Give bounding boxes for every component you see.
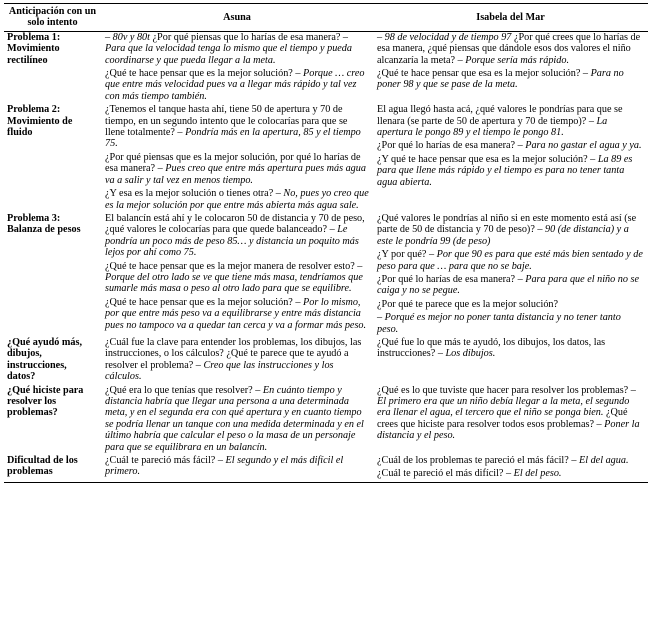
- question-text: ¿Cuál te pareció el más difícil? –: [377, 468, 514, 480]
- question-text: El balancín está ahí y le colocaron 50 de distancia y 70 de peso, ¿qué valores le colocarías para que quede balanceado? –: [105, 212, 365, 236]
- question-text: ¿Qué te hace pensar que es la mejor solución? –: [105, 296, 304, 308]
- question-text: ¿Qué fue lo que más te ayudó, los dibujos, los datos, las instrucciones? –: [377, 336, 606, 360]
- answer-text: 80v y 80t: [112, 31, 150, 43]
- answer-text: Poner la distancia y el peso.: [377, 418, 640, 442]
- isabela-paragraph: [377, 68, 644, 91]
- interview-table: [4, 3, 648, 483]
- isabela-cell: [373, 104, 648, 213]
- header-anticipation: Anticipación con un solo intento: [4, 4, 101, 32]
- answer-text: El del agua.: [578, 455, 629, 467]
- asuna-cell: [101, 385, 373, 455]
- row-label: Problema 3: Balanza de pesos: [7, 212, 81, 236]
- answer-text: 98 de velocidad y de tiempo 97: [384, 31, 512, 43]
- isabela-paragraph: [377, 312, 644, 335]
- asuna-cell: [101, 337, 373, 385]
- row-label: Dificultad de los problemas: [4, 455, 101, 482]
- isabela-paragraph: [377, 104, 644, 138]
- isabela-cell: [373, 455, 648, 482]
- answer-text: El segundo y el más difícil el primero.: [105, 455, 344, 478]
- asuna-paragraph: [105, 337, 369, 383]
- isabela-paragraph: [377, 274, 644, 297]
- row-label: Problema 2: Movimiento de fluido: [7, 104, 73, 139]
- isabela-paragraph: [377, 337, 644, 360]
- table-body: [4, 31, 648, 482]
- question-text: ¿Por qué lo harías de esa manera? –: [377, 273, 526, 285]
- question-text: –: [377, 31, 385, 43]
- question-text: ¿Por qué piensas que es la mejor solución, por qué lo harías de esa manera? –: [105, 151, 361, 175]
- question-text: ¿Y esa es la mejor solución o tienes otra? –: [105, 188, 284, 200]
- answer-text: La apertura le pongo 89 y el tiempo le pongo 81.: [377, 115, 608, 139]
- question-text: El agua llegó hasta acá, ¿qué valores le pondrías para que se llenara (se parte de 50 de apertura y 70 de tiempo)? –: [377, 104, 623, 127]
- table-row: [4, 31, 648, 104]
- answer-text: Creo que las instrucciones y los cálculos.: [105, 359, 334, 383]
- row-label: Problema 1: Movimiento rectilíneo: [7, 31, 61, 66]
- answer-text: Pondría más en la apertura, 85 y el tiempo 75.: [105, 127, 361, 150]
- answer-text: No, pues yo creo que es la mejor solución por que entre más abierta más agua sale.: [105, 188, 369, 211]
- question-text: ¿Tenemos el tanque hasta ahí, tiene 50 de apertura y 70 de tiempo, en un segundo intento que le colocarías para que se llene totalmente? –: [105, 104, 348, 139]
- table-row: [4, 455, 648, 482]
- answer-text: El del peso.: [513, 468, 562, 480]
- isabela-paragraph: [377, 213, 644, 247]
- asuna-paragraph: [105, 261, 369, 295]
- isabela-paragraph: [377, 455, 644, 466]
- answer-text: En cuánto tiempo y distancia habría que llegar una persona a una determinada meta, y en el segunda era con qué apertura y en cuanto tiempo se podría llenar un tanque con una medida determinada y en el último habría que calcular el peso o la masa de un personaje para que se equilibrara en un balancín.: [105, 384, 364, 453]
- asuna-paragraph: [105, 32, 369, 66]
- question-text: ¿Qué es lo que tuviste que hacer para resolver los problemas? –: [377, 384, 636, 396]
- table-row: [4, 337, 648, 385]
- isabela-cell: [373, 31, 648, 104]
- question-text: ¿Y por qué? –: [377, 249, 437, 261]
- isabela-paragraph: [377, 385, 644, 442]
- question-text: ¿Qué era lo que tenías que resolver? –: [105, 384, 263, 396]
- question-text: ¿Cuál fue la clave para entender los problemas, los dibujos, las instrucciones, o los cálculos? ¿Qué te parece que te ayudó a resolver el problema? –: [105, 336, 362, 371]
- isabela-paragraph: [377, 32, 644, 66]
- asuna-paragraph: [105, 297, 369, 331]
- isabela-paragraph: [377, 140, 644, 151]
- question-text: ¿Y qué te hace pensar que esa es la mejor solución? –: [377, 153, 598, 165]
- asuna-paragraph: [105, 385, 369, 453]
- header-row: [4, 4, 648, 32]
- question-text: ¿Qué crees que hiciste para resolver todos esos problemas? –: [377, 407, 628, 430]
- asuna-cell: [101, 104, 373, 213]
- asuna-paragraph: [105, 152, 369, 186]
- row-label: ¿Qué ayudó más, dibujos, instrucciones, datos?: [7, 336, 83, 383]
- answer-text: Para que la velocidad tenga lo mismo que el tiempo y pueda coordinarse y que pueda llegar a la meta.: [105, 43, 352, 66]
- question-text: ¿Qué valores le pondrías al niño si en este momento está así (se parte de 50 de distancia y 70 de peso)? –: [377, 212, 637, 236]
- isabela-paragraph: [377, 299, 644, 310]
- answer-text: Porque … creo que entre más velocidad pues va a llegar más rápido y tal vez con más tiempo también.: [105, 68, 365, 102]
- asuna-paragraph: [105, 104, 369, 150]
- table-row: [4, 385, 648, 455]
- question-text: ¿Por qué lo harías de esa manera? –: [377, 140, 526, 152]
- answer-text: 90 (de distancia) y a este le pondría 99 (de peso): [377, 224, 629, 247]
- question-text: ¿Por qué crees que lo harías de esa manera, ¿qué piensas que dándole esos dos valores el niño alcanzaría la meta? –: [377, 31, 641, 66]
- answer-text: La 89 es para que llene más rápido y el tiempo es para no tener tanta agua abierta.: [377, 153, 633, 188]
- answer-text: Para no poner 98 y que se pase de la meta.: [377, 68, 624, 91]
- question-text: ¿Qué te hace pensar que es la mejor solución? –: [105, 68, 304, 80]
- question-text: ¿Qué te hace pensar que esa es la mejor solución? –: [377, 68, 591, 80]
- isabela-paragraph: [377, 249, 644, 272]
- question-text: ¿Qué te hace pensar que es la mejor manera de resolver esto? –: [105, 260, 363, 272]
- header-isabela: Isabela del Mar: [373, 4, 648, 32]
- isabela-paragraph: [377, 154, 644, 188]
- isabela-cell: [373, 337, 648, 385]
- header-asuna: Asuna: [101, 4, 373, 32]
- question-text: –: [105, 31, 113, 43]
- table-row: [4, 213, 648, 337]
- asuna-paragraph: [105, 213, 369, 259]
- table-row: [4, 104, 648, 213]
- answer-text: Los dibujos.: [445, 348, 496, 360]
- question-text: –: [377, 312, 385, 324]
- answer-text: El primero era que un niño debía llegar a la meta, el segundo era llenar el agua, el tercero que el niño se ponga bien.: [377, 396, 630, 419]
- asuna-paragraph: [105, 68, 369, 102]
- asuna-cell: [101, 31, 373, 104]
- question-text: ¿Por qué piensas que lo harías de esa manera? –: [149, 31, 348, 43]
- answer-text: Pues creo que entre más apertura pues más agua va a salir y tal vez en menos tiempo.: [105, 163, 366, 186]
- answer-text: Para para que el niño no se caiga y no se pegue.: [377, 273, 639, 297]
- asuna-paragraph: [105, 188, 369, 211]
- isabela-cell: [373, 213, 648, 337]
- answer-text: Le pondría un poco más de peso 85… y distancia un poquito más lejos por ahí como 75.: [105, 224, 359, 259]
- answer-text: Porque sería más rápido.: [465, 54, 569, 66]
- answer-text: Porque del otro lado se ve que tiene más masa, tendríamos que sumarle más masa o peso al otro lado para que se equilibre.: [105, 271, 363, 295]
- asuna-cell: [101, 455, 373, 482]
- question-text: ¿Cuál de los problemas te pareció el más fácil? –: [377, 455, 579, 467]
- question-text: ¿Por qué te parece que es la mejor solución?: [377, 298, 559, 310]
- answer-text: Porqué es mejor no poner tanta distancia y no tener tanto peso.: [377, 312, 621, 335]
- row-label: ¿Qué hiciste para resolver los problemas?: [7, 384, 84, 419]
- question-text: ¿Cuál te pareció más fácil? –: [105, 455, 226, 467]
- asuna-paragraph: [105, 455, 369, 478]
- answer-text: Por lo mismo, por que entre más peso va a equilibrarse y entre más distancia pues no tampoco va a quedar tan cerca y va a formar más peso.: [105, 296, 367, 331]
- isabela-cell: [373, 385, 648, 455]
- asuna-cell: [101, 213, 373, 337]
- answer-text: Para no gastar el agua y ya.: [525, 140, 642, 152]
- answer-text: Por que 90 es para que esté más bien sentado y de peso para que … para que no se baje.: [377, 249, 643, 272]
- isabela-paragraph: [377, 468, 644, 479]
